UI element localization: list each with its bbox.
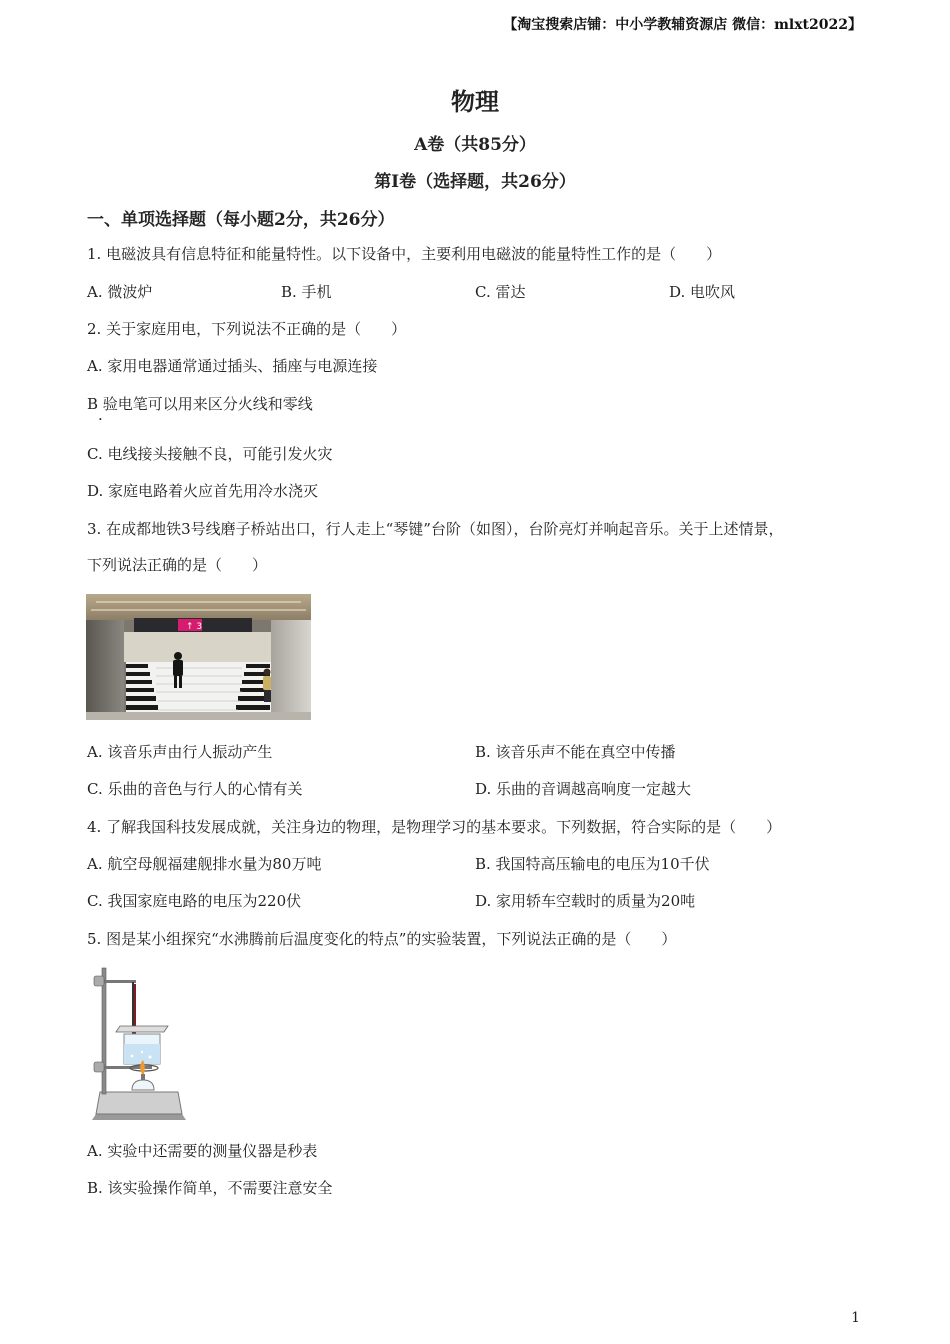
q4-option-c: C. 我国家庭电路的电压为220伏 xyxy=(87,892,302,910)
q2-option-b: B 验电笔可以用来区分火线和零线 xyxy=(87,395,313,413)
q1-option-d: D. 电吹风 xyxy=(669,283,736,301)
section-heading-single-choice: 一、单项选择题（每小题2分，共26分） xyxy=(87,210,395,230)
question-3-stem-line1: 3. 在成都地铁3号线磨子桥站出口，行人走上“琴键”台阶（如图），台阶亮灯并响起音乐。关于上述情景， xyxy=(87,520,784,538)
question-3-stem-line2: 下列说法正确的是（ ） xyxy=(87,556,268,574)
q4-option-d: D. 家用轿车空载时的质量为20吨 xyxy=(475,892,696,910)
q1-option-a: A. 微波炉 xyxy=(87,283,153,301)
q1-option-b: B. 手机 xyxy=(281,283,332,301)
q2-option-b-dot: · xyxy=(98,410,103,428)
q4-option-a: A. 航空母舰福建舰排水量为80万吨 xyxy=(87,855,322,873)
q4-option-b: B. 我国特高压输电的电压为10千伏 xyxy=(475,855,710,873)
piano-stairs-photo xyxy=(86,594,311,720)
q3-option-d: D. 乐曲的音调越高响度一定越大 xyxy=(475,780,692,798)
page-header-ad: 【淘宝搜索店铺：中小学教辅资源店 微信：mlxt2022】 xyxy=(503,17,862,33)
q2-option-a: A. 家用电器通常通过插头、插座与电源连接 xyxy=(87,357,378,375)
question-4-stem: 4. 了解我国科技发展成就，关注身边的物理，是物理学习的基本要求。下列数据，符合实际的是（ ） xyxy=(87,818,782,836)
page-number: 1 xyxy=(851,1310,860,1326)
exam-subtitle-volume-1: 第Ⅰ卷（选择题，共26分） xyxy=(374,172,576,192)
exam-title: 物理 xyxy=(451,87,499,116)
question-2-stem: 2. 关于家庭用电，下列说法不正确的是（ ） xyxy=(87,320,407,338)
q3-option-c: C. 乐曲的音色与行人的心情有关 xyxy=(87,780,303,798)
question-1-stem: 1. 电磁波具有信息特征和能量特性。以下设备中，主要利用电磁波的能量特性工作的是（ ） xyxy=(87,245,722,263)
sign-line-3-label: ↑ 3 xyxy=(186,622,203,632)
q2-option-c: C. 电线接头接触不良，可能引发火灾 xyxy=(87,445,333,463)
boiling-water-apparatus-figure xyxy=(86,962,196,1122)
q1-option-c: C. 雷达 xyxy=(475,283,526,301)
q5-option-a: A. 实验中还需要的测量仪器是秒表 xyxy=(87,1142,318,1160)
q2-option-d: D. 家庭电路着火应首先用冷水浇灭 xyxy=(87,482,319,500)
q3-option-a: A. 该音乐声由行人振动产生 xyxy=(87,743,273,761)
q5-option-b: B. 该实验操作简单，不需要注意安全 xyxy=(87,1179,333,1197)
exam-subtitle-part-a: A卷（共85分） xyxy=(414,135,536,155)
question-5-stem: 5. 图是某小组探究“水沸腾前后温度变化的特点”的实验装置，下列说法正确的是（ ） xyxy=(87,930,677,948)
q3-option-b: B. 该音乐声不能在真空中传播 xyxy=(475,743,676,761)
